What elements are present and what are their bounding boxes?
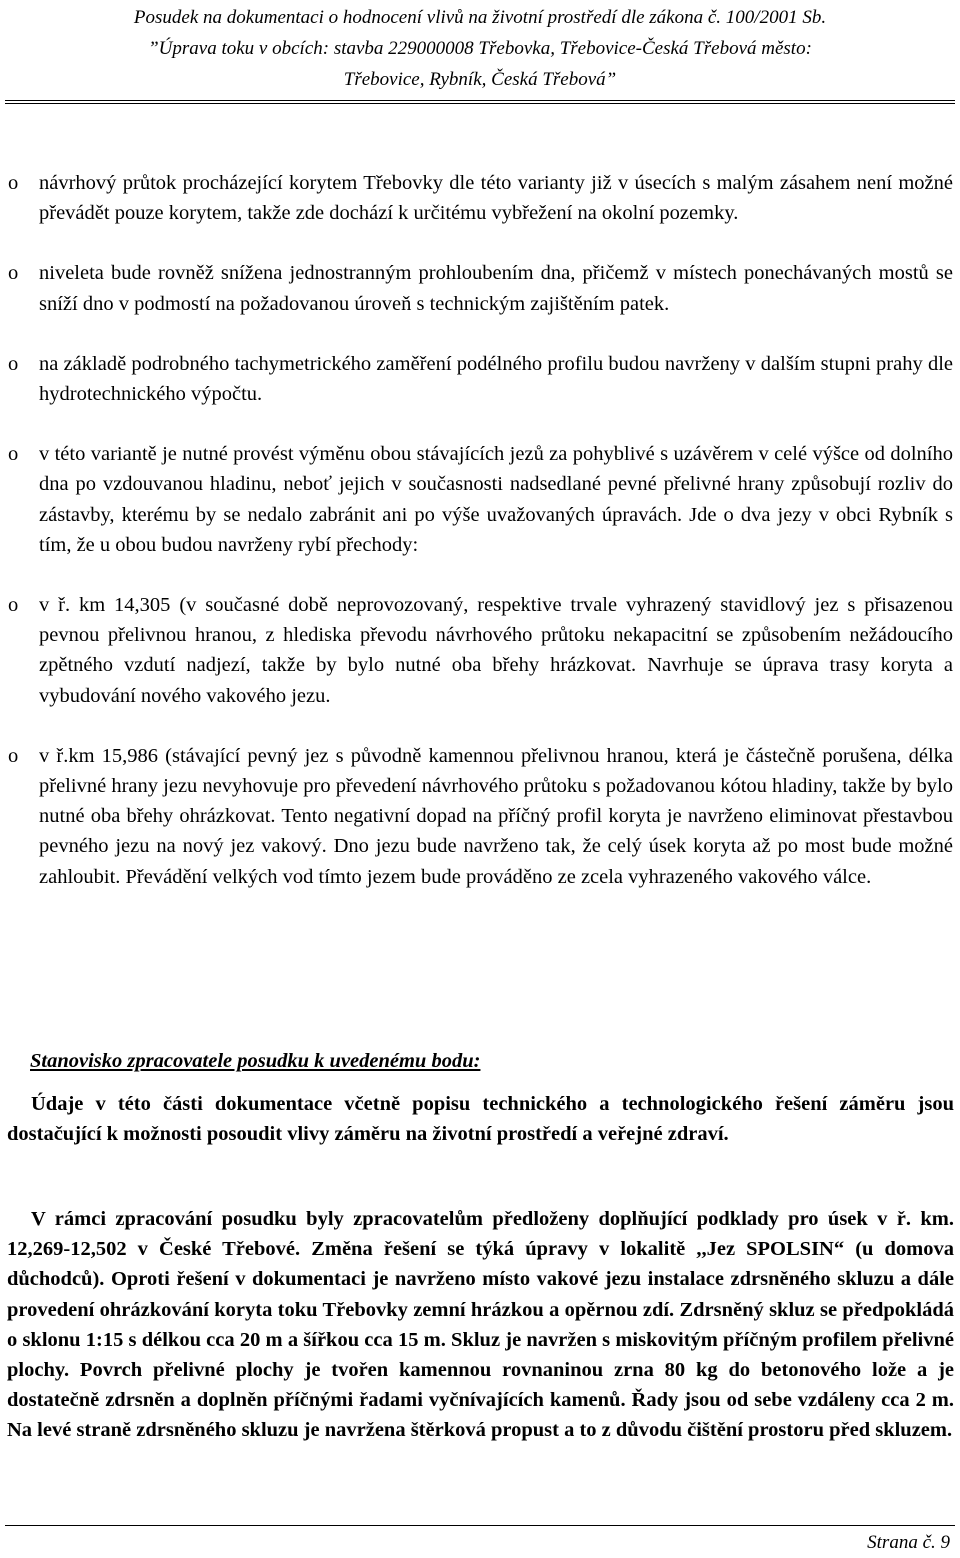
bullet-marker: o: [8, 172, 19, 194]
bullet-text: na základě podrobného tachymetrického zaměření podélného profilu budou navrženy v dalším stupni prahy dle hydrotechnického výpočtu.: [39, 352, 953, 406]
page-header: [0, 0, 960, 95]
bullet-text: v ř. km 14,305 (v současné době neprovozovaný, respektive trvale vyhrazený stavidlový jez s přisazenou pevnou přelivnou hranou, z hlediska převodu návrhového průtoku nekapacitní se způsobením nežádoucího zpětného vzdutí nadjezí, takže by bylo nutné oba břehy hrázkovat. Navrhuje se úprava trasy koryta a vybudování nového vakového jezu.: [39, 594, 953, 707]
bullet-text: návrhový průtok procházející korytem Třebovky dle této varianty již v úsecích s malým zásahem není možné převádět pouze korytem, takže zde dochází k určitému vybřežení na okolní pozemky.: [39, 172, 953, 225]
page-number: Strana č. 9: [867, 1532, 950, 1553]
list-item: [8, 349, 953, 409]
list-item: [8, 258, 953, 318]
bullet-list: [8, 168, 953, 922]
supplement-paragraph: V rámci zpracování posudku byly zpracovatelům předloženy doplňující podklady pro úsek v ř. km. 12,269-12,502 v České Třebové. Změna řešení se týká úpravy v lokalitě ,,Jez SPOLSIN“ (u domova důchodců). Oproti řešení v dokumentaci je navrženo místo vakové jezu instalace zdrsněného skluzu a dále provedení ohrázkování koryta toku Třebovky zemní hrázkou a opěrnou zdí. Zdrsněný skluz se předpokládá o sklonu 1:15 s délkou cca 20 m a šířkou cca 15 m. Skluz je navržen s miskovitým příčným profilem přelivné plochy. Povrch přelivné plochy je tvořen kamennou rovnaninou zrna 80 kg do betonového lože a je dostatečně zdrsněn a doplněn příčnými řadami vyčnívajících kamenů. Řady jsou od sebe vzdáleny cca 2 m. Na levé straně zdrsněného skluzu je navržena štěrková propust a to z důvodu čištění prostoru před skluzem.: [7, 1208, 954, 1442]
list-item: [8, 590, 953, 711]
bullet-text: niveleta bude rovněž snížena jednostranným prohloubením dna, přičemž v místech ponechávaných mostů se sníží dno v podmostí na požadovanou úroveň s technickým zajištěním patek.: [39, 262, 953, 315]
statement-paragraph: Údaje v této části dokumentace včetně popisu technického a technologického řešení záměru jsou dostačující k možnosti posoudit vlivy záměru na životní prostředí a veřejné zdraví.: [7, 1093, 954, 1146]
header-line-3: Třebovice, Rybník, Česká Třebová”: [343, 69, 617, 90]
header-line-1: Posudek na dokumentaci o hodnocení vlivů na životní prostředí dle zákona č. 100/2001 Sb.: [133, 7, 827, 28]
section-heading: Stanovisko zpracovatele posudku k uvedenému bodu:: [30, 1050, 481, 1072]
header-divider: [5, 100, 955, 104]
list-item: [8, 439, 953, 560]
footer-divider: [5, 1525, 955, 1526]
bullet-marker: o: [8, 744, 19, 767]
bullet-text: v ř.km 15,986 (stávající pevný jez s původně kamennou přelivnou hranou, která je částečně porušena, délka přelivné hrany jezu nevyhovuje pro převedení návrhového průtoku s požadovanou kótou hladiny, takže by bylo nutné oba břehy ohrázkovat. Tento negativní dopad na příčný profil koryta je navrženo eliminovat přestavbou pevného jezu na nový jez vakový. Dno jezu bude navrženo tak, že celý úsek koryta až po most bude možné zahloubit. Převádění velkých vod tímto jezem bude prováděno ze zcela vyhrazeného vakového válce.: [39, 744, 953, 888]
bullet-marker: o: [8, 352, 19, 375]
bullet-marker: o: [8, 443, 19, 466]
list-item: [8, 741, 953, 892]
bullet-text: v této variantě je nutné provést výměnu obou stávajících jezů za pohyblivé s uzávěrem v celé výšce od dolního dna po vzdouvanou hladinu, neboť jejich v současnosti nadsedlané pevné přelivné hrany způsobují rozliv do zástavby, kterému by se nedalo zabránit ani po výše uvažovaných úpravách. Jde o dva jezy v obci Rybník s tím, že u obou budou navrženy rybí přechody:: [39, 443, 953, 556]
bullet-marker: o: [8, 594, 19, 617]
header-line-2: ”Úprava toku v obcích: stavba 229000008 Třebovka, Třebovice-Česká Třebová město:: [148, 38, 812, 59]
bullet-marker: o: [8, 262, 19, 285]
list-item: [8, 168, 953, 228]
